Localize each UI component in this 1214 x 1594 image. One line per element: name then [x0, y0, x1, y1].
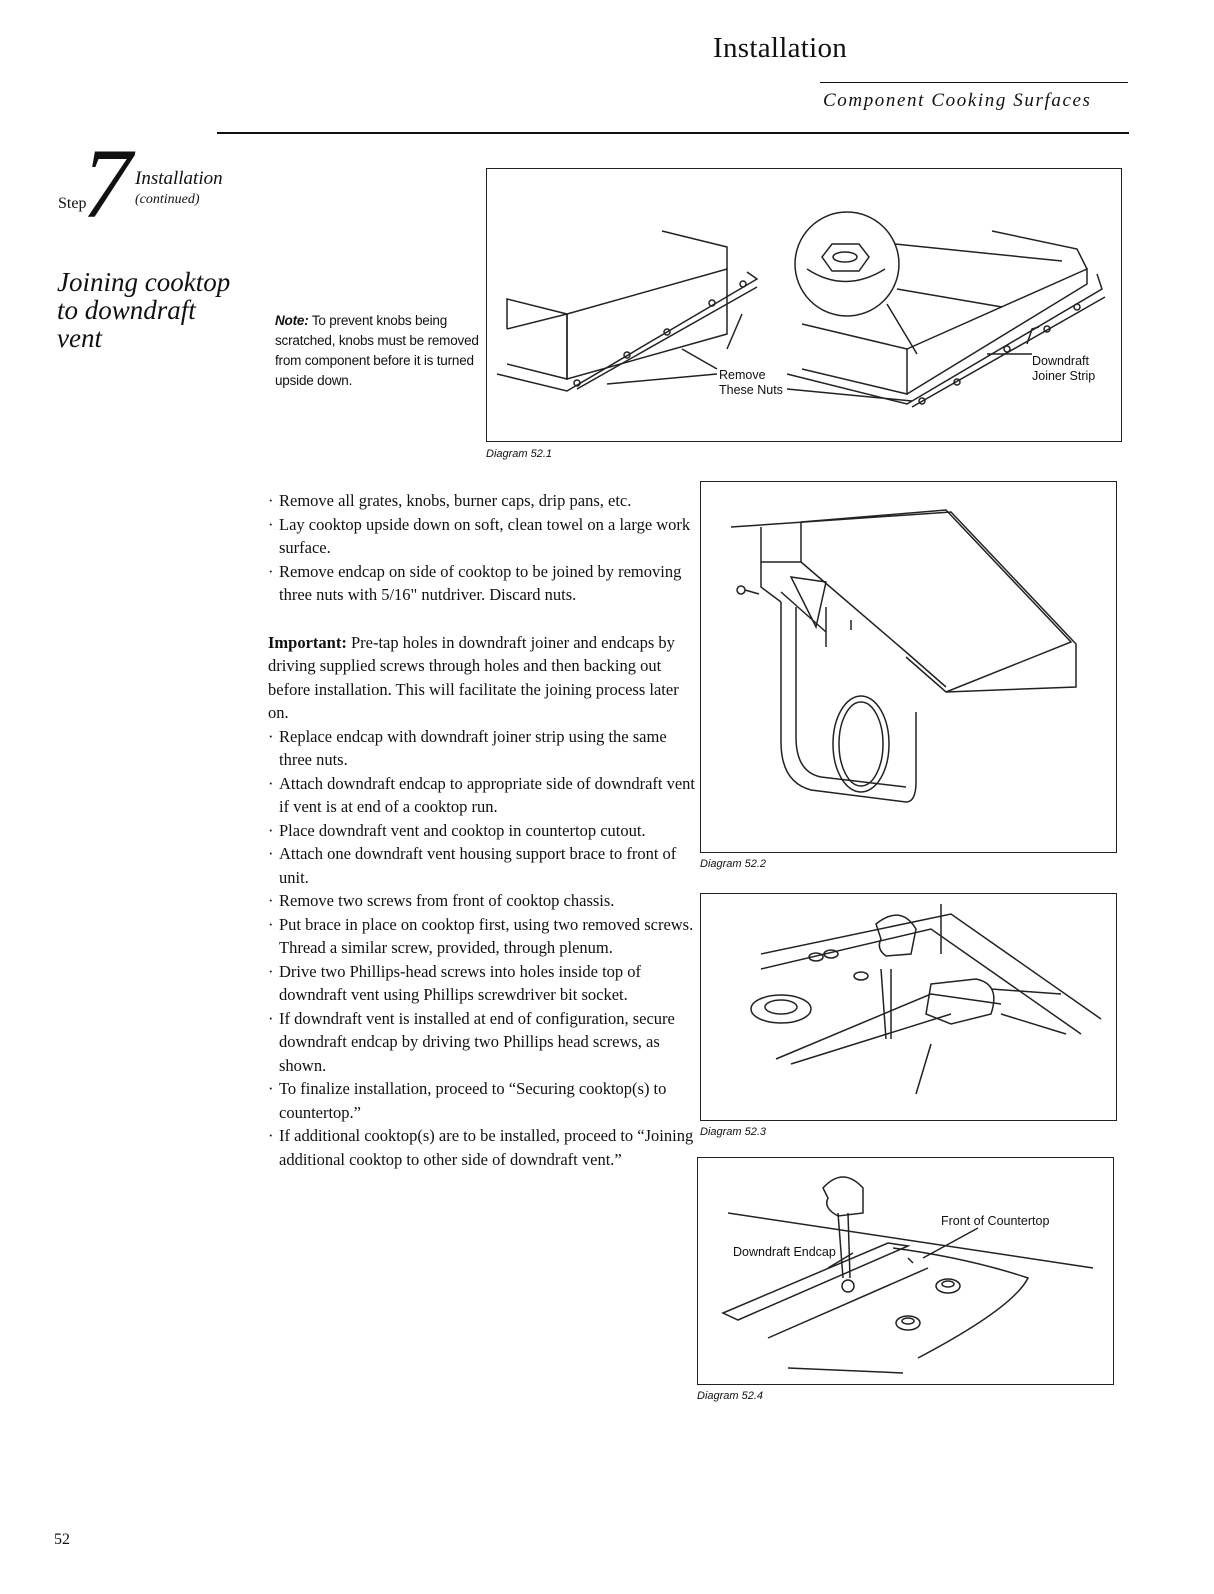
diagram-52-2: [700, 481, 1117, 853]
label-joiner-2: Joiner Strip: [1032, 369, 1096, 383]
instruction-item: · Put brace in place on cooktop first, using two removed screws. Thread a similar screw, provided, through plenum.: [268, 913, 700, 960]
header-rule-long: [217, 132, 1129, 134]
label-front-countertop: Front of Countertop: [941, 1214, 1050, 1228]
label-joiner-1: Downdraft: [1032, 354, 1089, 368]
instruction-item: · Lay cooktop upside down on soft, clean towel on a large work surface.: [268, 513, 700, 560]
step-label: Step: [58, 195, 87, 212]
diagram-52-4-illustration: [698, 1158, 1113, 1384]
caption-52-3: Diagram 52.3: [700, 1126, 767, 1138]
section-heading: Joining cooktop to downdraft vent: [57, 267, 231, 353]
important-label: Important:: [268, 632, 347, 652]
step-continued: (continued): [135, 192, 200, 207]
caption-52-2: Diagram 52.2: [700, 858, 767, 870]
instruction-item: · Attach one downdraft vent housing support brace to front of unit.: [268, 842, 700, 889]
instruction-item: · Replace endcap with downdraft joiner strip using the same three nuts.: [268, 725, 700, 772]
note-label: Note:: [275, 313, 309, 328]
page-header-subtitle: Component Cooking Surfaces: [823, 90, 1092, 111]
instruction-item: · Drive two Phillips-head screws into holes inside top of downdraft vent using Phillips screwdriver bit socket.: [268, 960, 700, 1007]
label-remove-nuts-1: Remove: [719, 368, 766, 382]
step-number: 7: [82, 128, 132, 239]
instruction-item: · Place downdraft vent and cooktop in countertop cutout.: [268, 819, 700, 843]
important-block: [268, 631, 700, 725]
caption-52-1: Diagram 52.1: [486, 448, 553, 460]
page-header-title: Installation: [713, 32, 848, 64]
diagram-52-3: [700, 893, 1117, 1121]
diagram-52-3-illustration: [701, 894, 1116, 1120]
label-remove-nuts-2: These Nuts: [719, 383, 783, 397]
header-rule-short: [820, 82, 1128, 83]
instruction-item: · Remove endcap on side of cooktop to be joined by removing three nuts with 5/16" nutdriver. Discard nuts.: [268, 560, 700, 607]
diagram-52-1: [486, 168, 1122, 442]
diagram-52-4: [697, 1157, 1114, 1385]
diagram-52-1-illustration: [487, 169, 1121, 441]
diagram-52-2-illustration: [701, 482, 1116, 852]
instruction-item: · Attach downdraft endcap to appropriate side of downdraft vent if vent is at end of a cooktop run.: [268, 772, 700, 819]
label-downdraft-endcap: Downdraft Endcap: [733, 1245, 836, 1259]
instructions: [268, 489, 700, 1171]
note-block: [275, 311, 485, 391]
instruction-item: · To finalize installation, proceed to “Securing cooktop(s) to countertop.”: [268, 1077, 700, 1124]
step-title: Installation: [135, 168, 223, 189]
important-text: Pre-tap holes in downdraft joiner and endcaps by driving supplied screws through holes and then backing out before installation. This will facilitate the joining process later on.: [268, 632, 679, 722]
instruction-item: · Remove two screws from front of cooktop chassis.: [268, 889, 700, 913]
caption-52-4: Diagram 52.4: [697, 1390, 764, 1402]
instruction-item: · Remove all grates, knobs, burner caps, drip pans, etc.: [268, 489, 700, 513]
instruction-item: · If additional cooktop(s) are to be installed, proceed to “Joining additional cooktop to other side of downdraft vent.”: [268, 1124, 700, 1171]
instruction-item: · If downdraft vent is installed at end of configuration, secure downdraft endcap by driving two Phillips head screws, as shown.: [268, 1007, 700, 1078]
note-text: To prevent knobs being scratched, knobs must be removed from component before it is turned upside down.: [275, 313, 479, 388]
page-number: 52: [54, 1531, 70, 1548]
